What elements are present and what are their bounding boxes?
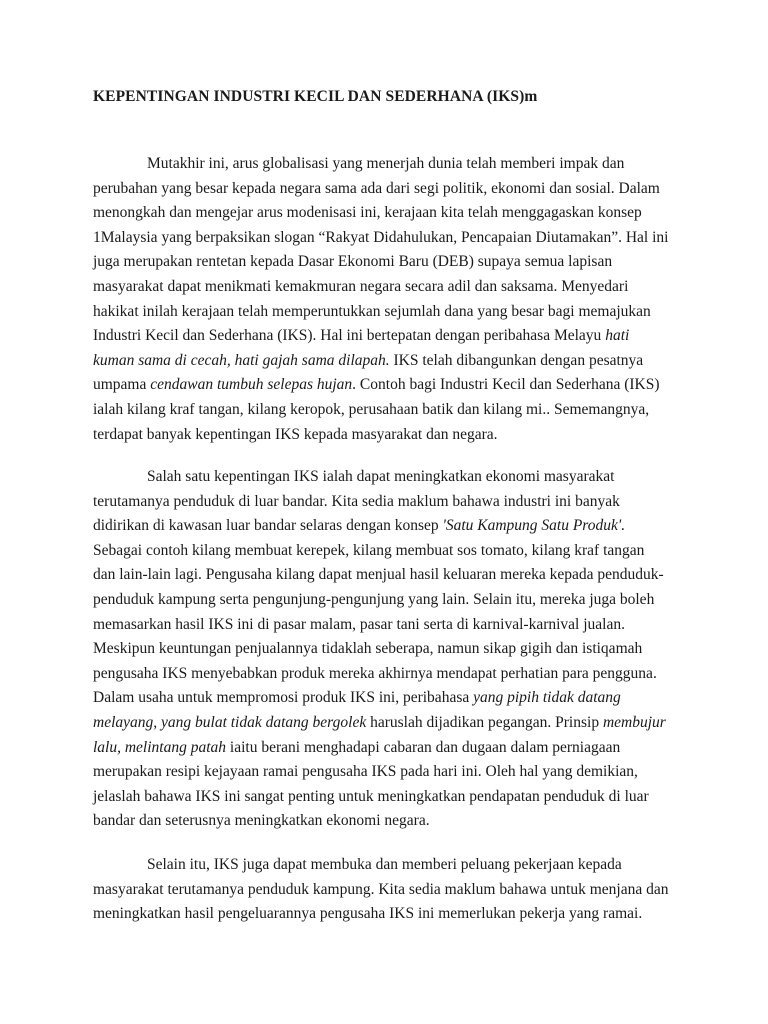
text-line	[93, 465, 675, 490]
text-run: dan lain-lain lagi. Pengusaha kilang dapat menjual hasil keluaran mereka kepada penduduk-	[93, 566, 664, 584]
text-run: Sebagai contoh kilang membuat kerepek, kilang membuat sos tomato, kilang kraf tangan	[93, 541, 645, 559]
text-line	[93, 514, 675, 539]
text-run: hakikat inilah kerajaan telah memperuntukkan sejumlah dana yang besar bagi memajukan	[93, 302, 651, 320]
text-run: Dalam usaha untuk mempromosi produk IKS ini, peribahasa	[93, 689, 474, 707]
text-line	[93, 201, 675, 226]
paragraph-3	[93, 853, 675, 927]
text-run: terutamanya penduduk di luar bandar. Kita sedia maklum bahawa industri ini banyak	[93, 492, 620, 510]
text-line	[93, 539, 675, 564]
text-line	[93, 275, 675, 300]
document-title: KEPENTINGAN INDUSTRI KECIL DAN SEDERHANA (IKS)m	[93, 88, 538, 105]
text-line	[93, 373, 675, 398]
italic-phrase: hati	[605, 327, 630, 345]
text-run: juga merupakan rentetan kepada Dasar Ekonomi Baru (DEB) supaya semua lapisan	[93, 253, 613, 271]
italic-phrase: cendawan tumbuh selepas hujan	[150, 376, 353, 394]
text-line	[93, 853, 675, 878]
text-run: masyarakat terutamanya penduduk kampung. Kita sedia maklum bahawa untuk menjana dan	[93, 880, 669, 898]
text-line	[93, 809, 675, 834]
text-line	[93, 785, 675, 810]
text-run: umpama	[93, 376, 151, 394]
text-line	[93, 563, 675, 588]
text-run: memasarkan hasil IKS ini di pasar malam, pasar tani serta di karnival-karnival jualan.	[93, 615, 625, 633]
text-run: menongkah dan mengejar arus modenisasi ini, kerajaan kita telah menggagaskan konsep	[93, 204, 642, 222]
text-line	[93, 686, 675, 711]
text-line	[93, 637, 675, 662]
text-run: terdapat banyak kepentingan IKS kepada masyarakat dan negara.	[93, 425, 498, 443]
text-run: iaitu berani menghadapi cabaran dan dugaan dalam perniagaan	[226, 738, 621, 756]
text-run: jelaslah bahawa IKS ini sangat penting untuk meningkatkan pendapatan penduduk di luar	[93, 787, 649, 805]
text-run: Mutakhir ini, arus globalisasi yang menerjah dunia telah memberi impak dan	[147, 155, 625, 172]
text-line	[93, 878, 675, 903]
text-line	[93, 250, 675, 275]
text-run: pengusaha IKS menyebabkan produk mereka akhirnya mendapat perhatian para pengguna.	[93, 664, 657, 682]
text-run: Meskipun keuntungan penjualannya tidaklah seberapa, namun sikap gigih dan istiqamah	[93, 640, 643, 658]
text-line	[93, 711, 675, 736]
text-run: . Contoh bagi Industri Kecil dan Sederhana (IKS)	[352, 376, 660, 394]
text-line	[93, 398, 675, 423]
text-line	[93, 613, 675, 638]
italic-phrase: membujur	[602, 713, 666, 731]
text-run: bandar dan seterusnya meningkatkan ekonomi negara.	[93, 812, 430, 830]
text-line	[93, 300, 675, 325]
text-run: didirikan di kawasan luar bandar selaras dengan konsep	[93, 517, 443, 535]
text-line	[93, 177, 675, 202]
text-run: Industri Kecil dan Sederhana (IKS). Hal ini bertepatan dengan peribahasa Melayu	[93, 327, 606, 345]
text-run: Salah satu kepentingan IKS ialah dapat meningkatkan ekonomi masyarakat	[147, 468, 615, 485]
text-line	[93, 736, 675, 761]
text-run: 1Malaysia yang berpaksikan slogan “Rakyat Didahulukan, Pencapaian Diutamakan”. Hal ini	[93, 228, 669, 246]
text-line	[93, 662, 675, 687]
text-run: ialah kilang kraf tangan, kilang keropok, perusahaan batik dan kilang mi.. Sememangnya,	[93, 400, 650, 418]
text-run: haruslah dijadikan pegangan. Prinsip	[366, 713, 603, 731]
text-run: merupakan resipi kejayaan ramai pengusaha IKS pada hari ini. Oleh hal yang demikian,	[93, 763, 638, 781]
paragraph-2	[93, 465, 675, 834]
text-line	[93, 152, 675, 177]
paragraph-1	[93, 152, 675, 447]
text-line	[93, 226, 675, 251]
text-line	[93, 902, 675, 927]
text-line	[93, 760, 675, 785]
text-line	[93, 324, 675, 349]
text-run: meningkatkan hasil pengeluarannya pengusaha IKS ini memerlukan pekerja yang ramai.	[93, 905, 643, 923]
italic-phrase: kuman sama di cecah, hati gajah sama dilapah.	[93, 351, 390, 369]
text-line	[93, 349, 675, 374]
italic-phrase: 'Satu Kampung Satu Produk'.	[442, 517, 626, 535]
text-run: penduduk kampung serta pengunjung-pengunjung yang lain. Selain itu, mereka juga boleh	[93, 590, 655, 608]
italic-phrase: melayang, yang bulat tidak datang bergolek	[93, 713, 367, 731]
text-run: perubahan yang besar kepada negara sama ada dari segi politik, ekonomi dan sosial. Dalam	[93, 179, 660, 197]
text-line	[93, 423, 675, 448]
text-line	[93, 588, 675, 613]
text-run: Selain itu, IKS juga dapat membuka dan memberi peluang pekerjaan kepada	[147, 856, 622, 873]
italic-phrase: lalu, melintang patah	[93, 738, 227, 756]
italic-phrase: yang pipih tidak datang	[473, 689, 621, 707]
text-run: masyarakat dapat menikmati kemakmuran negara secara adil dan saksama. Menyedari	[93, 277, 629, 295]
text-run: IKS telah dibangunkan dengan pesatnya	[389, 351, 644, 369]
text-line	[93, 490, 675, 515]
